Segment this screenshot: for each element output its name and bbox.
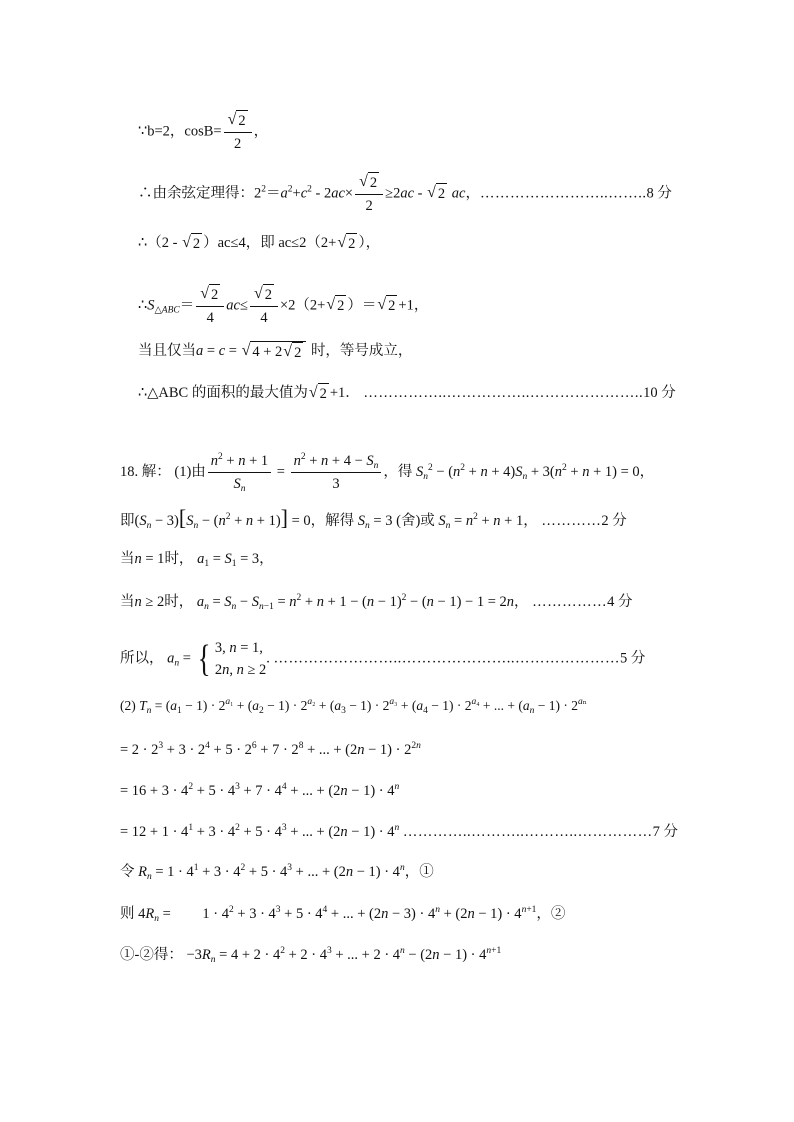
text-b-cosB: b=2，cosB=	[147, 123, 222, 140]
line-n-geq-2: 当n ≥ 2时， $a_n = S_n - S_{n-1} = n^2 + n + 1 - (n - 1)^2 - (n - 1) - 1 = 2n$， ……………4 分	[120, 593, 633, 612]
score-7: 7 分	[652, 824, 678, 840]
line-b-cosB: ∵b=2，cosB= √ 2 2 ，	[138, 111, 269, 152]
line-Rn-def: 令 $R_n = 1 \cdot 4^1 + 3 \cdot 4^2 + 5 \cdot 4^3$ + ... + $(2n - 1) \cdot 4^n$，①	[120, 863, 434, 882]
score-4: 4 分	[607, 594, 633, 610]
line-Tn-expand3: = $12 + 1 \cdot 4^1 + 3 \cdot 4^2 + 5 \cdot 4^3$ + ... + $(2n - 1) \cdot 4^n$ …………..………..………..……………7 分	[120, 823, 678, 840]
line-area-bound: $\therefore S_{\triangle ABC}=$ √ 2 4 ac≤ √ 2 4 ×2（2+ √ 2 ）＝ √ 2 +1，	[138, 285, 429, 326]
line-max-area: ∴△ABC 的面积的最大值为 √ 2 +1． ……………..……………..…………………..10 分	[138, 384, 676, 402]
line-ac-leq: ∴（2 - √ 2 ）ac≤4，即 ac≤2（2+ √ 2 ），	[138, 234, 381, 252]
question-number: 18.	[120, 463, 139, 480]
line-n-eq-1: 当n = 1时， $a_1 = S_1 = 3$，	[120, 551, 274, 569]
because-symbol: ∵	[138, 123, 148, 140]
line-4Rn-def: 则 $4R_n = 1 \cdot 4^2 + 3 \cdot 4^3 + 5 \cdot 4^4$ + ... + $(2n - 3) \cdot 4^n + (2n - 1) \cdot 4^{n+1}$，②	[120, 905, 566, 924]
score-8: 8 分	[646, 185, 672, 202]
line-factor: 即$(S_n - 3)[S_n - (n^2 + n + 1)] = 0$，解得 $S_n = 3$ (舍)或 $S_n = n^2 + n + 1$， …………2 分	[120, 505, 627, 531]
line-Tn-expand1: = $2 \cdot 2^3 + 3 \cdot 2^4 + 5 \cdot 2^6 + 7 \cdot 2^8$ + ... + $(2n - 1) \cdot 2^{2n}$	[120, 741, 421, 758]
line-equality-condition: 当且仅当a = c = √ 4 + 2 √ 2 时，等号成立，	[138, 342, 413, 361]
fraction-sqrt2-over-2: √ 2 2	[224, 110, 252, 154]
line-piecewise: 所以， $a_n$ = { 3, n = 1, 2n, n ≥ 2 . ……………………..…………………..…………………5 分	[120, 638, 646, 680]
score-2: 2 分	[601, 513, 627, 529]
line-Tn-def: (2) $T_n = (a_1 - 1) \cdot 2^{a_1} + (a_2 - 1) \cdot 2^{a_2} + (a_3 - 1) \cdot 2^{a_3} + (a_4 - 1) \cdot 2^{a_4}$ + ... + $(a_n - 1) \cdot 2^{a_n}$	[120, 697, 587, 716]
score-5: 5 分	[620, 650, 646, 667]
line-difference: ①-②得： $-3R_n = 4 + 2 \cdot 4^2 + 2 \cdot 4^3$ + ... + $2 \cdot 4^n - (2n - 1) \cdot 4^{n+1}$	[120, 946, 502, 965]
line-cosine-law: ∴由余弦定理得：$2^2=a^2+c^2 - 2ac\times$ √ 2 2 ≥2ac - √ 2 ac，……………………..……..8 分	[138, 173, 672, 214]
line-Tn-expand2: = $16 + 3 \cdot 4^2 + 5 \cdot 4^3 + 7 \cdot 4^4$ + ... + $(2n - 1) \cdot 4^n$	[120, 782, 400, 799]
line-q18-start: 18. 解： (1)由 $\frac{n^2 + n + 1}{S_n}$ = $\frac{n^2 + n + 4 - S_n}{3}$ ，得 $S_n^2 - (n^2 + n + 4)S_n + 3(n^2 + n + 1) = 0$，	[120, 452, 655, 494]
score-10: 10 分	[643, 385, 676, 401]
